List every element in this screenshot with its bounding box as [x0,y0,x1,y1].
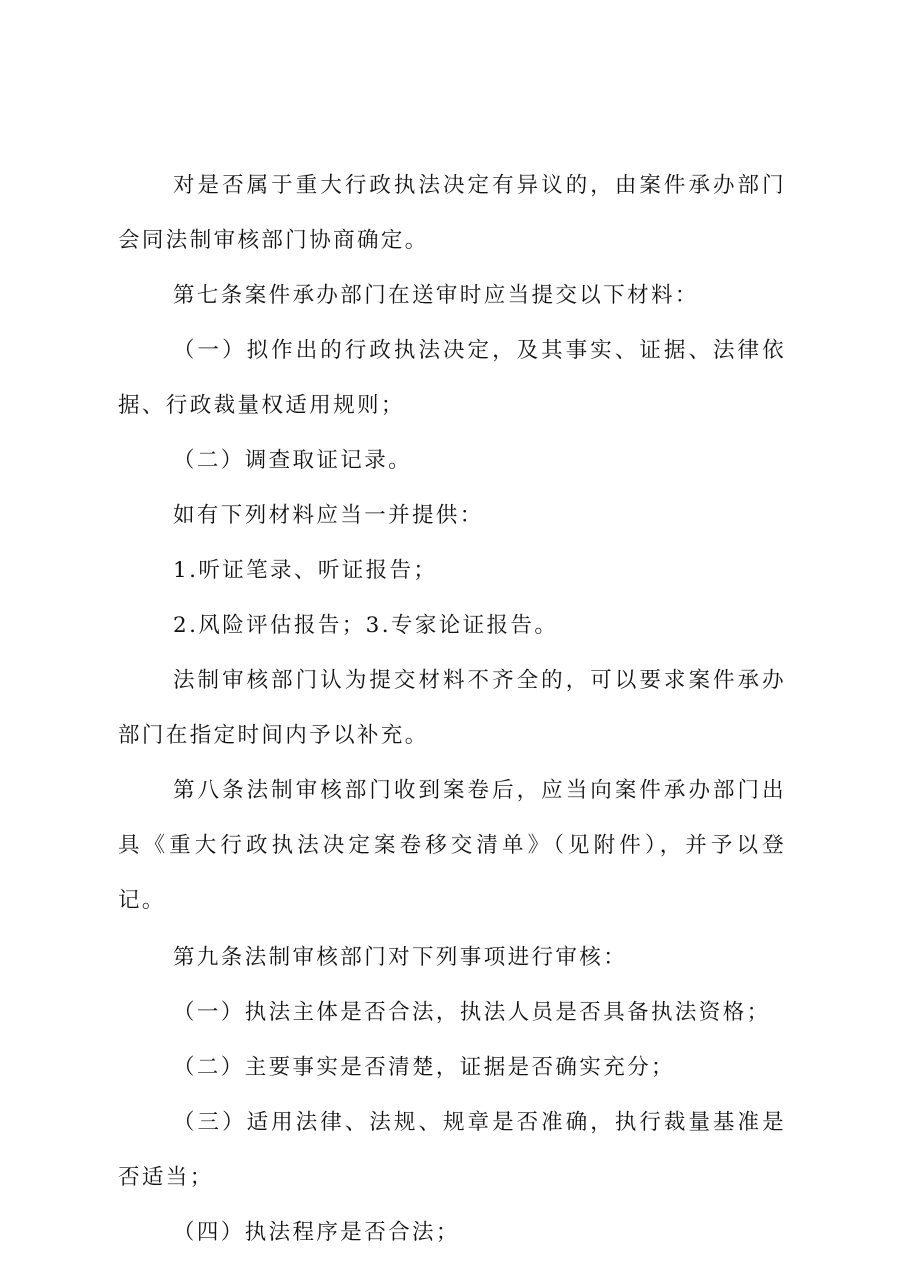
paragraph-material-2-3: 2.风险评估报告；3.专家论证报告。 [173,613,559,638]
paragraph-article-9-item-4: （四）执法程序是否合法； [173,1220,460,1245]
paragraph-article-9-item-1: （一）执法主体是否合法，执法人员是否具备执法资格； [173,1000,771,1025]
paragraph-incomplete-materials: 法制审核部门认为提交材料不齐全的，可以要求案件承办部门在指定时间内予以补充。 [118,668,786,748]
paragraph-article-7-item-2: （二）调查取证记录。 [173,448,413,473]
paragraph-material-1: 1.听证笔录、听证报告； [173,558,438,583]
paragraph-article-9-item-3: （三）适用法律、法规、规章是否准确，执行裁量基准是否适当； [118,1110,786,1190]
paragraph-dispute-clause: 对是否属于重大行政执法决定有异议的，由案件承办部门会同法制审核部门协商确定。 [118,173,786,253]
paragraph-additional-materials: 如有下列材料应当一并提供： [173,503,484,528]
paragraph-article-9: 第九条法制审核部门对下列事项进行审核： [173,945,628,970]
paragraph-article-7: 第七条案件承办部门在送审时应当提交以下材料： [173,283,699,308]
paragraph-article-7-item-1: （一）拟作出的行政执法决定，及其事实、证据、法律依据、行政裁量权适用规则； [118,338,786,418]
paragraph-article-9-item-2: （二）主要事实是否清楚，证据是否确实充分； [173,1055,675,1080]
paragraph-article-8: 第八条法制审核部门收到案卷后，应当向案件承办部门出具《重大行政执法决定案卷移交清单》（见附件），并予以登记。 [118,778,786,913]
document-body [118,158,786,1260]
